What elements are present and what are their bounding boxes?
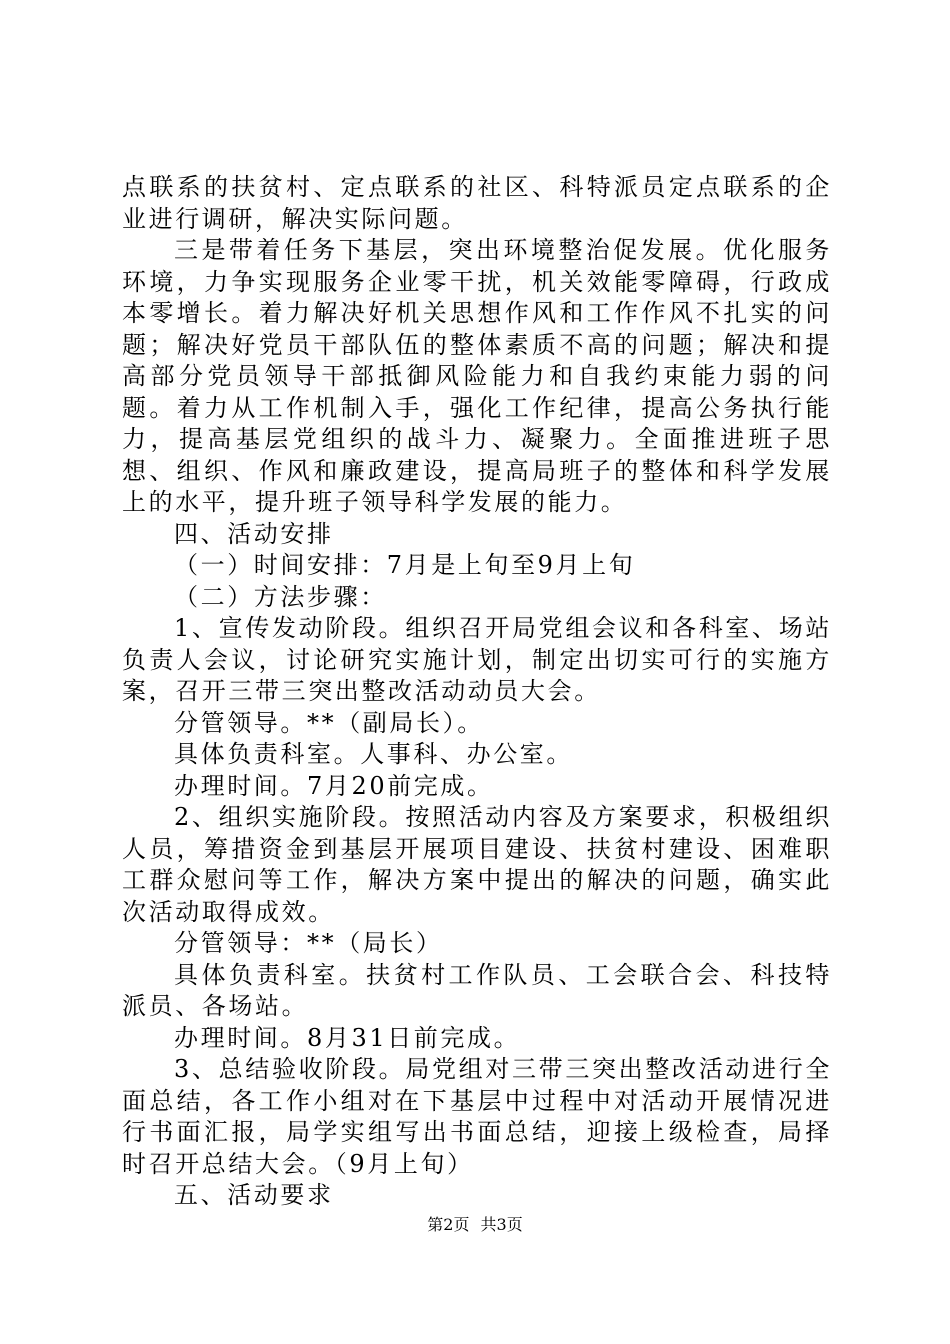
paragraph: 分管领导：**（局长）	[174, 929, 443, 957]
paragraph: 具体负责科室。人事科、办公室。	[174, 740, 573, 768]
paragraph: 3、总结验收阶段。局党组对三带三突出整改活动进行全面总结，各工作小组对在下基层中过程中对活动开展情况进行书面汇报，局学实组写出书面总结，迎接上级检查，局择时召开总结大会。（9月上旬）	[122, 1055, 832, 1178]
paragraph: 1、宣传发动阶段。组织召开局党组会议和各科室、场站负责人会议，讨论研究实施计划，制定出切实可行的实施方案，召开三带三突出整改活动动员大会。	[122, 614, 832, 705]
paragraph: 办理时间。8月31日前完成。	[174, 1023, 521, 1052]
paragraph: 分管领导。**（副局长）。	[174, 708, 484, 737]
paragraph: （一）时间安排：7月是上旬至9月上旬	[174, 551, 636, 579]
paragraph: 三是带着任务下基层，突出环境整治促发展。优化服务环境，力争实现服务企业零干扰，机关效能零障碍，行政成本零增长。着力解决好机关思想作风和工作作风不扎实的问题；解决好党员干部队伍的整体素质不高的问题；解决和提高部分党员领导干部抵御风险能力和自我约束能力弱的问题。着力从工作机制入手，强化工作纪律，提高公务执行能力，提高基层党组织的战斗力、凝聚力。全面推进班子思想、组织、作风和廉政建设，提高局班子的整体和科学发展上的水平，提升班子领导科学发展的能力。	[122, 236, 832, 516]
paragraph: 办理时间。7月20前完成。	[174, 771, 494, 800]
paragraph: 五、活动要求	[174, 1181, 334, 1209]
page-total: 共3页	[480, 1215, 523, 1234]
paragraph: 具体负责科室。扶贫村工作队员、工会联合会、科技特派员、各场站。	[122, 960, 832, 1020]
paragraph: （二）方法步骤：	[174, 582, 387, 611]
paragraph: 2、组织实施阶段。按照活动内容及方案要求，积极组织人员，筹措资金到基层开展项目建设、扶贫村建设、困难职工群众慰问等工作，解决方案中提出的解决的问题，确实此次活动取得成效。	[122, 803, 832, 926]
document-body	[122, 172, 832, 1212]
paragraph: 四、活动安排	[174, 519, 334, 548]
paragraph: 点联系的扶贫村、定点联系的社区、科特派员定点联系的企业进行调研，解决实际问题。	[122, 173, 832, 233]
page-footer	[0, 1215, 950, 1235]
page-number: 第2页	[427, 1215, 470, 1234]
